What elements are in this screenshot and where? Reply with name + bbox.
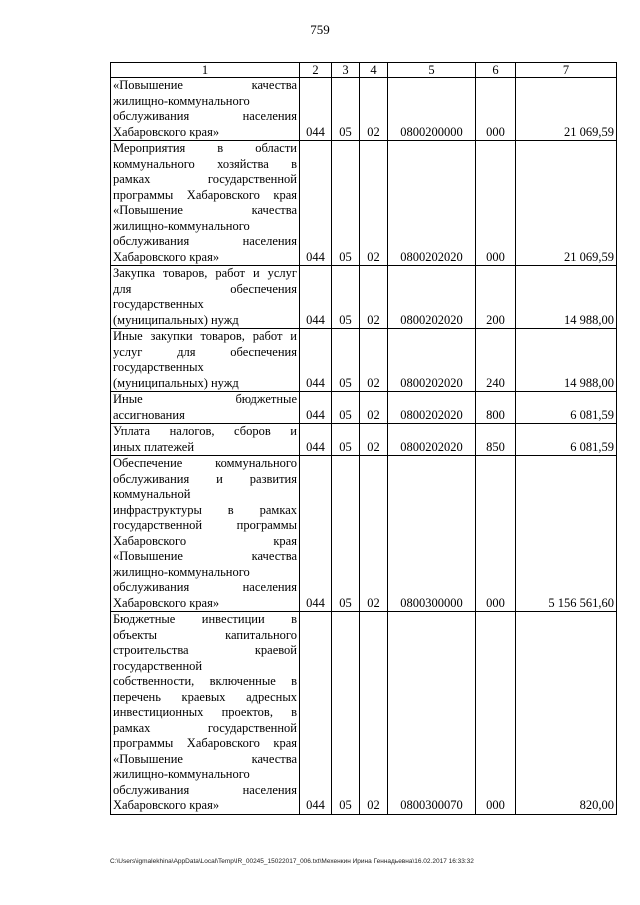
header-cell-3: 3 bbox=[332, 63, 360, 78]
row-name-line: государственной программы bbox=[113, 518, 297, 532]
row-name-cell bbox=[111, 329, 300, 392]
row-name-cell bbox=[111, 456, 300, 612]
page-number: 759 bbox=[310, 22, 330, 37]
target-article-cell: 0800300000 bbox=[388, 456, 476, 612]
amount-cell: 21 069,59 bbox=[516, 141, 617, 266]
row-name-line: Хабаровского края» bbox=[113, 249, 220, 264]
amount-cell: 820,00 bbox=[516, 612, 617, 815]
expense-type-cell: 000 bbox=[476, 612, 516, 815]
target-article-cell: 0800200000 bbox=[388, 78, 476, 141]
header-cell-5: 5 bbox=[388, 63, 476, 78]
row-name-cell bbox=[111, 266, 300, 329]
section-code-cell: 05 bbox=[332, 329, 360, 392]
row-name-line: услуг для обеспечения bbox=[113, 344, 297, 359]
target-article-cell: 0800202020 bbox=[388, 392, 476, 424]
expense-type-cell: 200 bbox=[476, 266, 516, 329]
ministry-code-cell: 044 bbox=[300, 329, 332, 392]
row-name-line: рамках государственной bbox=[113, 172, 297, 186]
row-name-line: жилищно-коммунального bbox=[113, 564, 250, 579]
header-cell-6: 6 bbox=[476, 63, 516, 78]
table-row bbox=[111, 424, 617, 456]
row-name-line: собственности, включенные в bbox=[113, 674, 297, 688]
file-path-footer: C:\Users\igmalekhina\AppData\Local\Temp\IR_00245_15022017_006.txt\Мехенкин Ирина Геннадьевна\16.02.2017 16:33:32 bbox=[110, 858, 474, 865]
row-name-line: Хабаровского края» bbox=[113, 124, 220, 139]
amount-cell: 5 156 561,60 bbox=[516, 456, 617, 612]
section-code-cell: 05 bbox=[332, 612, 360, 815]
row-name-line: объекты капитального bbox=[113, 627, 297, 642]
row-name-line: Иные бюджетные bbox=[113, 392, 297, 406]
ministry-code-cell: 044 bbox=[300, 392, 332, 424]
row-name-line: коммунальной bbox=[113, 487, 191, 501]
amount-cell: 6 081,59 bbox=[516, 424, 617, 456]
ministry-code-cell: 044 bbox=[300, 141, 332, 266]
section-code-cell: 05 bbox=[332, 78, 360, 141]
header-cell-1: 1 bbox=[111, 63, 300, 78]
subsection-code-cell: 02 bbox=[360, 78, 388, 141]
row-name-line: строительства краевой bbox=[113, 643, 297, 657]
target-article-cell: 0800202020 bbox=[388, 424, 476, 456]
row-name-cell bbox=[111, 392, 300, 424]
header-cell-4: 4 bbox=[360, 63, 388, 78]
row-name-line: перечень краевых адресных bbox=[113, 689, 297, 704]
amount-cell: 21 069,59 bbox=[516, 78, 617, 141]
row-name-line: Уплата налогов, сборов и bbox=[113, 424, 297, 438]
row-name-cell bbox=[111, 424, 300, 456]
row-name-cell bbox=[111, 612, 300, 815]
row-name-line: обслуживания населения bbox=[113, 109, 297, 123]
row-name-line: государственной bbox=[113, 658, 203, 673]
expense-type-cell: 850 bbox=[476, 424, 516, 456]
row-name-cell bbox=[111, 78, 300, 141]
ministry-code-cell: 044 bbox=[300, 266, 332, 329]
amount-cell: 14 988,00 bbox=[516, 266, 617, 329]
target-article-cell: 0800202020 bbox=[388, 266, 476, 329]
row-name-line: обслуживания населения bbox=[113, 234, 297, 248]
row-name-line: жилищно-коммунального bbox=[113, 218, 250, 233]
row-name-line: для обеспечения bbox=[113, 281, 297, 296]
section-code-cell: 05 bbox=[332, 392, 360, 424]
section-code-cell: 05 bbox=[332, 456, 360, 612]
table-row bbox=[111, 78, 617, 141]
target-article-cell: 0800202020 bbox=[388, 329, 476, 392]
row-name-line: «Повышение качества bbox=[113, 549, 297, 563]
row-name-line: государственных bbox=[113, 360, 204, 374]
expense-type-cell: 000 bbox=[476, 78, 516, 141]
row-name-line: инвестиционных проектов, в bbox=[113, 705, 297, 719]
amount-cell: 14 988,00 bbox=[516, 329, 617, 392]
table-row bbox=[111, 266, 617, 329]
table-row bbox=[111, 141, 617, 266]
subsection-code-cell: 02 bbox=[360, 392, 388, 424]
row-name-line: Закупка товаров, работ и услуг bbox=[113, 266, 297, 280]
row-name-line: государственных bbox=[113, 297, 204, 311]
subsection-code-cell: 02 bbox=[360, 424, 388, 456]
row-name-line: рамках государственной bbox=[113, 720, 297, 735]
budget-table bbox=[110, 62, 617, 815]
row-name-line: жилищно-коммунального bbox=[113, 93, 250, 108]
row-name-line: жилищно-коммунального bbox=[113, 767, 250, 781]
expense-type-cell: 240 bbox=[476, 329, 516, 392]
expense-type-cell: 000 bbox=[476, 141, 516, 266]
amount-cell: 6 081,59 bbox=[516, 392, 617, 424]
row-name-line: обслуживания населения bbox=[113, 782, 297, 797]
header-cell-2: 2 bbox=[300, 63, 332, 78]
ministry-code-cell: 044 bbox=[300, 456, 332, 612]
row-name-line: «Повышение качества bbox=[113, 78, 297, 92]
section-code-cell: 05 bbox=[332, 266, 360, 329]
table-row bbox=[111, 329, 617, 392]
header-cell-7: 7 bbox=[516, 63, 617, 78]
expense-type-cell: 000 bbox=[476, 456, 516, 612]
row-name-line: программы Хабаровского края bbox=[113, 736, 297, 750]
row-name-line: «Повышение качества bbox=[113, 203, 297, 217]
row-name-line: «Повышение качества bbox=[113, 751, 297, 766]
row-name-line: иных платежей bbox=[113, 439, 195, 454]
row-name-line: (муниципальных) нужд bbox=[113, 312, 239, 327]
row-name-line: ассигнования bbox=[113, 407, 185, 422]
row-name-line: обслуживания населения bbox=[113, 580, 297, 594]
table-row bbox=[111, 456, 617, 612]
table-row bbox=[111, 612, 617, 815]
row-name-line: Мероприятия в области bbox=[113, 141, 297, 155]
row-name-line: инфраструктуры в рамках bbox=[113, 502, 297, 517]
row-name-line: Иные закупки товаров, работ и bbox=[113, 329, 297, 343]
ministry-code-cell: 044 bbox=[300, 424, 332, 456]
row-name-line: Хабаровского края» bbox=[113, 595, 220, 610]
ministry-code-cell: 044 bbox=[300, 612, 332, 815]
row-name-line: Бюджетные инвестиции в bbox=[113, 612, 297, 626]
subsection-code-cell: 02 bbox=[360, 329, 388, 392]
row-name-cell bbox=[111, 141, 300, 266]
row-name-line: Хабаровского края bbox=[113, 533, 297, 548]
target-article-cell: 0800300070 bbox=[388, 612, 476, 815]
row-name-line: Хабаровского края» bbox=[113, 798, 220, 812]
ministry-code-cell: 044 bbox=[300, 78, 332, 141]
row-name-line: коммунального хозяйства в bbox=[113, 156, 297, 171]
section-code-cell: 05 bbox=[332, 141, 360, 266]
table-row bbox=[111, 392, 617, 424]
expense-type-cell: 800 bbox=[476, 392, 516, 424]
section-code-cell: 05 bbox=[332, 424, 360, 456]
subsection-code-cell: 02 bbox=[360, 612, 388, 815]
header-row bbox=[111, 63, 617, 78]
row-name-line: обслуживания и развития bbox=[113, 471, 297, 486]
subsection-code-cell: 02 bbox=[360, 456, 388, 612]
subsection-code-cell: 02 bbox=[360, 266, 388, 329]
subsection-code-cell: 02 bbox=[360, 141, 388, 266]
row-name-line: Обеспечение коммунального bbox=[113, 456, 297, 470]
row-name-line: программы Хабаровского края bbox=[113, 187, 297, 202]
target-article-cell: 0800202020 bbox=[388, 141, 476, 266]
row-name-line: (муниципальных) нужд bbox=[113, 375, 239, 390]
